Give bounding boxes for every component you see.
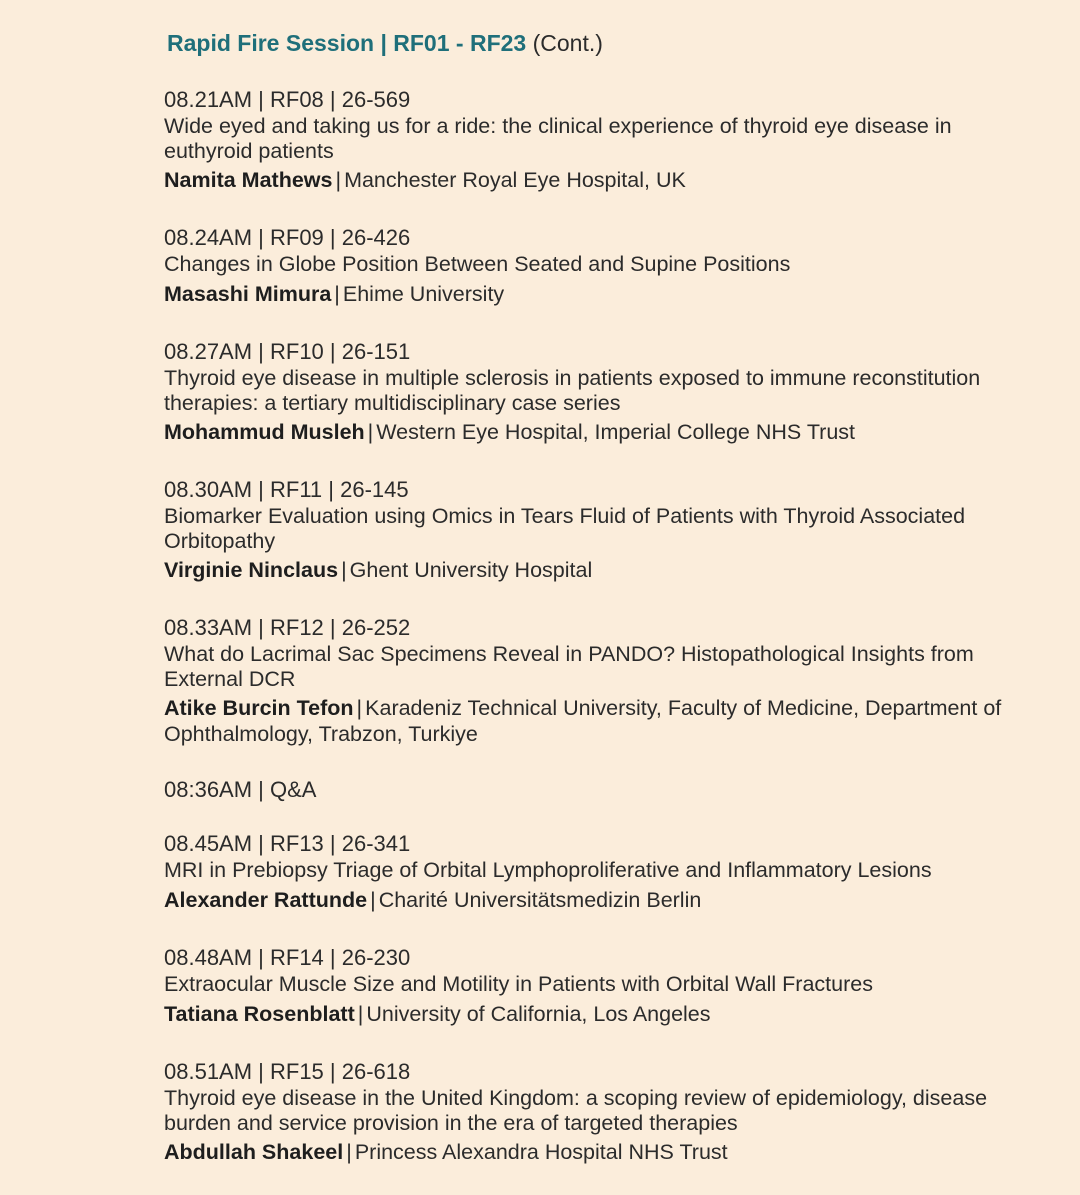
presenter-name: Namita Mathews xyxy=(164,168,333,192)
presenter-affiliation: Ehime University xyxy=(342,281,505,306)
separator: | xyxy=(370,887,376,912)
program-entry xyxy=(164,830,1044,913)
presenter-name: Abdullah Shakeel xyxy=(164,1140,344,1164)
separator: | xyxy=(335,168,342,192)
entry-presenter-line xyxy=(164,419,1044,445)
entry-time-code: 08.21AM | RF08 | 26-569 xyxy=(164,87,411,112)
presenter-affiliation: Princess Alexandra Hospital NHS Trust xyxy=(354,1140,728,1164)
presenter-affiliation: Western Eye Hospital, Imperial College NHS Trust xyxy=(376,420,856,444)
session-header xyxy=(167,28,603,58)
entry-presenter-line xyxy=(164,557,1044,583)
entry-title: MRI in Prebiopsy Triage of Orbital Lymphoproliferative and Inflammatory Lesions xyxy=(164,858,932,882)
presenter-name: Masashi Mimura xyxy=(164,281,332,306)
separator: | xyxy=(356,696,363,720)
presenter-name: Virginie Ninclaus xyxy=(164,558,339,582)
program-entry xyxy=(164,614,1044,747)
entry-title: Thyroid eye disease in multiple sclerosis in patients exposed to immune reconstitution therapies: a tertiary multidisciplinary case series xyxy=(164,366,981,415)
session-title: Rapid Fire Session | RF01 - RF23 xyxy=(167,30,527,56)
entry-time-code: 08.33AM | RF12 | 26-252 xyxy=(164,615,411,640)
presenter-name: Mohammud Musleh xyxy=(164,420,365,444)
entry-presenter-line xyxy=(164,1001,1044,1027)
entry-time-code: 08.27AM | RF10 | 26-151 xyxy=(164,339,411,364)
separator: | xyxy=(341,558,347,582)
qa-entry xyxy=(164,776,1044,804)
separator: | xyxy=(367,420,374,444)
entry-title: Thyroid eye disease in the United Kingdom: a scoping review of epidemiology, disease burden and service provision in the era of targeted therapies xyxy=(164,1086,988,1135)
entry-title: What do Lacrimal Sac Specimens Reveal in PANDO? Histopathological Insights from External DCR xyxy=(164,642,974,691)
entry-time-code: 08.30AM | RF11 | 26-145 xyxy=(164,477,409,502)
program-entry xyxy=(164,86,1044,193)
presenter-affiliation: Karadeniz Technical University, Faculty of Medicine, Department of Ophthalmology, Trabzon, Turkiye xyxy=(164,696,1002,746)
program-entry xyxy=(164,338,1044,445)
presenter-name: Alexander Rattunde xyxy=(164,887,368,912)
presenter-name: Atike Burcin Tefon xyxy=(164,696,354,720)
separator: | xyxy=(334,281,340,306)
entry-time-code: 08:36AM | Q&A xyxy=(164,777,317,802)
presenter-affiliation: Manchester Royal Eye Hospital, UK xyxy=(344,168,686,192)
entry-presenter-line xyxy=(164,695,1044,747)
program-entry xyxy=(164,1058,1044,1165)
entry-time-code: 08.45AM | RF13 | 26-341 xyxy=(164,831,411,856)
entry-title: Biomarker Evaluation using Omics in Tears Fluid of Patients with Thyroid Associated Orbitopathy xyxy=(164,504,966,553)
entry-presenter-line xyxy=(164,167,1044,193)
presenter-affiliation: Ghent University Hospital xyxy=(349,558,593,582)
session-suffix: (Cont.) xyxy=(532,30,603,56)
separator: | xyxy=(346,1140,352,1164)
entry-presenter-line xyxy=(164,281,1044,307)
entry-presenter-line xyxy=(164,887,1044,913)
entry-time-code: 08.24AM | RF09 | 26-426 xyxy=(164,225,411,250)
entry-title: Wide eyed and taking us for a ride: the clinical experience of thyroid eye disease in euthyroid patients xyxy=(164,114,952,163)
entry-time-code: 08.48AM | RF14 | 26-230 xyxy=(164,945,411,970)
program-entry xyxy=(164,476,1044,583)
presenter-affiliation: Charité Universitätsmedizin Berlin xyxy=(378,887,702,912)
entry-title: Extraocular Muscle Size and Motility in Patients with Orbital Wall Fractures xyxy=(164,972,873,996)
entry-time-code: 08.51AM | RF15 | 26-618 xyxy=(164,1059,411,1084)
presenter-name: Tatiana Rosenblatt xyxy=(164,1001,355,1026)
entry-title: Changes in Globe Position Between Seated and Supine Positions xyxy=(164,252,791,276)
separator: | xyxy=(357,1001,364,1026)
presenter-affiliation: University of California, Los Angeles xyxy=(366,1001,711,1026)
program-entry xyxy=(164,944,1044,1027)
entry-presenter-line xyxy=(164,1139,1044,1165)
program-entry xyxy=(164,224,1044,307)
